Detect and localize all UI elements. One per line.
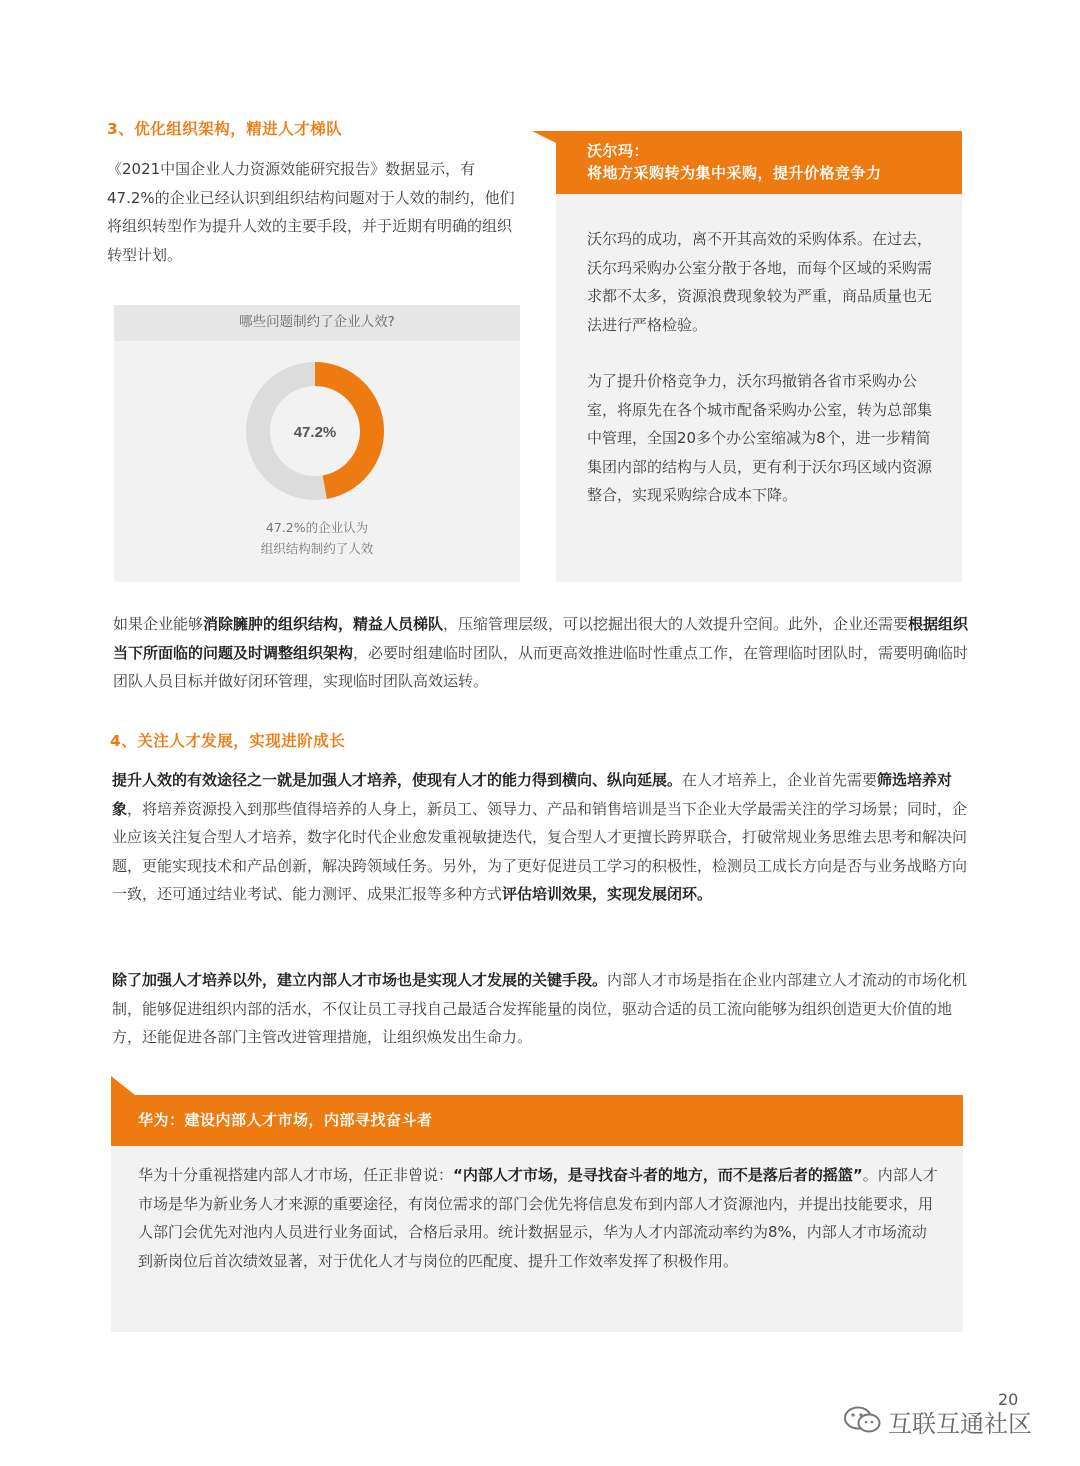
- huawei-case-header: [111, 1076, 963, 1146]
- watermark-text: 互联互通社区: [888, 1410, 1032, 1438]
- wechat-icon: [842, 1404, 884, 1434]
- huawei-header-text: 华为：建设内部人才市场，内部寻找奋斗者: [138, 1111, 433, 1129]
- walmart-paragraph-2: 为了提升价格竞争力，沃尔玛撤销各省市采购办公室，将原先在各个城市配备采购办公室，转为总部集中管理，全国20多个办公室缩减为8个，进一步精简集团内部的结构与人员，更有利于沃尔玛区域内资源整合，实现采购综合成本下降。: [587, 372, 933, 505]
- walmart-case-header: [532, 131, 962, 194]
- huawei-quote: “内部人才市场，是寻找奋斗者的地方，而不是落后者的摇篮”: [453, 1166, 863, 1184]
- huawei-case-body: [111, 1146, 963, 1332]
- donut-caption-line-2: 组织结构制约了人效: [260, 541, 374, 556]
- section-4-paragraph-2: [112, 966, 970, 1052]
- walmart-case-body: [556, 194, 962, 582]
- huawei-paragraph: [138, 1161, 938, 1275]
- s4p1-bold-1: 提升人效的有效途径之一就是加强人才培养，使现有人才的能力得到横向、纵向延展。: [112, 771, 683, 789]
- donut-chart-title: 哪些问题制约了企业人效?: [114, 305, 520, 341]
- donut-center-label: 47.2%: [293, 424, 337, 441]
- s4p1-bold-2: 筛选培养对象: [112, 771, 953, 818]
- s4p2-bold-1: 除了加强人才培养以外，建立内部人才市场也是实现人才发展的关键手段。: [112, 971, 608, 989]
- mid-text-3: ，必要时组建临时团队，从而更高效推进临时性重点工作，在管理临时团队时，需要明确临时团队人员目标并做好闭环管理，实现临时团队高效运转。: [113, 643, 969, 691]
- s4p1-text-2: ，将培养资源投入到那些值得培养的人身上，新员工、领导力、产品和销售培训是当下企业大学最需关注的学习场景；同时，企业应该关注复合型人才培养，数字化时代企业愈发重视敏捷迭代，复合型人才更擅长跨界联合，打破常规业务思维去思考和解决问题，更能实现技术和产品创新，解决跨领域任务。另外，为了更好促进员工学习的积极性，检测员工成长方向是否与业务战略方向一致，还可通过结业考试、能力测评、成果汇报等多种方式: [112, 799, 968, 904]
- donut-chart: [242, 358, 388, 504]
- s4p1-text-1: 在人才培养上，企业首先需要: [682, 771, 878, 789]
- s4p2-text-1: 内部人才市场是指在企业内部建立人才流动的市场化机制，能够促进组织内部的活水，不仅让员工寻找自己最适合发挥能量的岗位，驱动合适的员工流向能够为组织创造更大价值的地方，还能促进各部门主管改进管理措施，让组织焕发出生命力。: [112, 971, 968, 1047]
- watermark: [842, 1404, 1032, 1438]
- section-3-title: 3、优化组织架构，精进人才梯队: [107, 120, 343, 138]
- walmart-paragraph-1: 沃尔玛的成功，离不开其高效的采购体系。在过去，沃尔玛采购办公室分散于各地，而每个区域的采购需求都不太多，资源浪费现象较为严重，商品质量也无法进行严格检验。: [587, 230, 933, 334]
- donut-chart-card: [114, 305, 520, 582]
- section-3-intro: 《2021中国企业人力资源效能研究报告》数据显示，有47.2%的企业已经认识到组织结构问题对于人效的制约，他们将组织转型作为提升人效的主要手段，并于近期有明确的组织转型计划。: [107, 160, 515, 264]
- walmart-header-text: [587, 140, 882, 184]
- page-number: 20: [998, 1390, 1019, 1409]
- mid-bold-1: 消除臃肿的组织结构，精益人员梯队: [203, 615, 444, 633]
- mid-text-1: 如果企业能够: [113, 615, 204, 633]
- org-structure-paragraph: [113, 610, 969, 696]
- walmart-header-line-1: 沃尔玛：: [587, 142, 650, 160]
- section-4-title: 4、关注人才发展，实现进阶成长: [110, 732, 346, 750]
- section-4-paragraph-1: [112, 766, 970, 909]
- donut-caption: [114, 517, 520, 559]
- huawei-text-1: 华为十分重视搭建内部人才市场，任正非曾说：: [138, 1166, 454, 1184]
- s4p1-bold-3: 评估培训效果，实现发展闭环。: [502, 885, 713, 904]
- mid-bold-2: 根据组织当下所面临的问题及时调整组织架构: [113, 615, 969, 662]
- walmart-header-line-2: 将地方采购转为集中采购，提升价格竞争力: [587, 164, 882, 182]
- mid-text-2: ，压缩管理层级，可以挖掘出很大的人效提升空间。此外，企业还需要: [443, 615, 909, 633]
- donut-caption-line-1: 47.2%的企业认为: [265, 520, 369, 535]
- huawei-text-2: 。内部人才市场是华为新业务人才来源的重要途径，有岗位需求的部门会优先将信息发布到内部人才资源池内，并提出技能要求，用人部门会优先对池内人员进行业务面试，合格后录用。统计数据显示，华为人才内部流动率约为8%，内部人才市场流动到新岗位后首次绩效显著，对于优化人才与岗位的匹配度、提升工作效率发挥了积极作用。: [138, 1166, 938, 1270]
